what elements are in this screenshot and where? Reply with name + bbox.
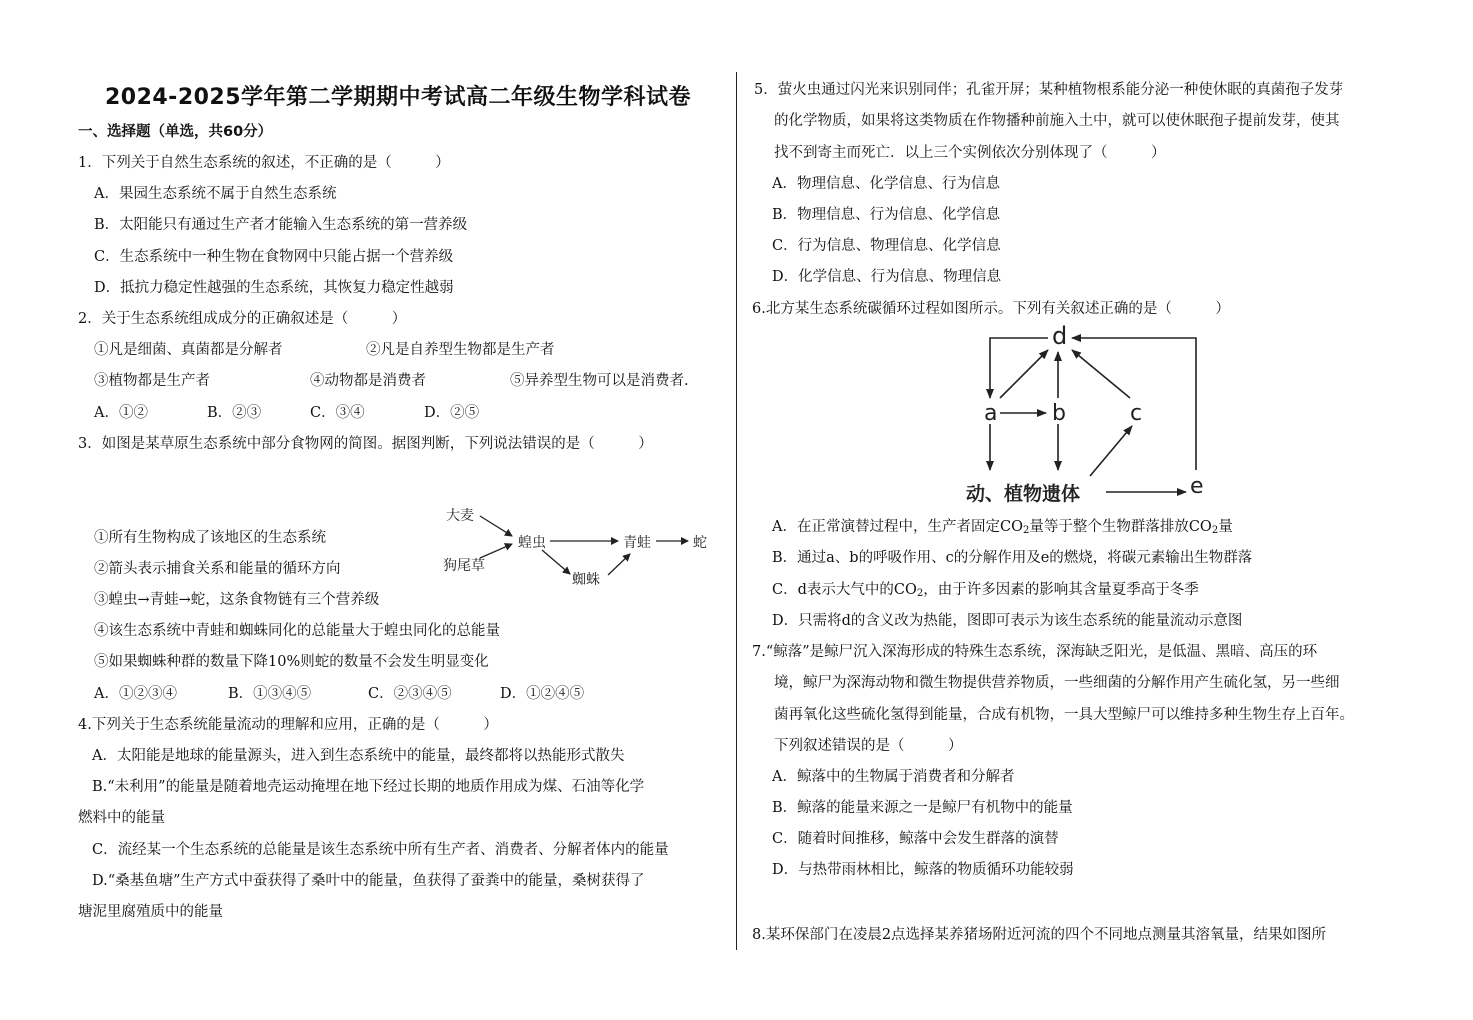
q2-statement-5: ⑤异养型生物可以是消费者. [510,373,689,389]
q4-option-c: C．流经某一个生态系统的总能量是该生态系统中所有生产者、消费者、分解者体内的能量 [92,842,669,858]
q1-stem: 1．下列关于自然生态系统的叙述，不正确的是（ ） [78,155,450,171]
q5-option-b: B．物理信息、行为信息、化学信息 [772,207,1001,223]
q7-line3: 菌再氧化这些硫化氢得到能量，合成有机物，一具大型鲸尸可以维持多种生物生存上百年。 [774,707,1354,723]
q6-stem: 6.北方某生态系统碳循环过程如图所示。下列有关叙述正确的是（ ） [752,301,1230,317]
q3-statement-1: ①所有生物构成了该地区的生态系统 [94,530,326,546]
q1-option-d: D．抵抗力稳定性越强的生态系统，其恢复力稳定性越弱 [94,280,454,296]
arrow-barley-locust [480,516,512,536]
carbon-cycle-diagram [960,320,1210,510]
column-divider [736,72,737,950]
q5-line1: 5．萤火虫通过闪光来识别同伴；孔雀开屏；某种植物根系能分泌一种使休眠的真菌孢子发芽 [754,82,1344,98]
food-web-locust: 蝗虫 [518,535,546,551]
q8-line1: 8.某环保部门在凌晨2点选择某养猪场附近河流的四个不同地点测量其溶氧量，结果如图所 [752,927,1327,943]
q2-statement-4: ④动物都是消费者 [310,373,426,389]
q2-statement-1: ①凡是细菌、真菌都是分解者 [94,342,283,358]
section-heading: 一、选择题（单选，共60分） [78,124,273,140]
q1-option-a: A．果园生态系统不属于自然生态系统 [94,186,337,202]
q3-option-d: D．①②④⑤ [500,686,585,702]
node-a: a [984,401,998,426]
food-web-snake: 蛇 [693,535,707,551]
q3-statement-2: ②箭头表示捕食关系和能量的循环方向 [94,561,341,577]
food-web-barley: 大麦 [446,508,474,524]
food-web-spider: 蜘蛛 [572,572,600,588]
food-web-diagram [438,500,714,592]
arrow-spider-frog [608,554,630,575]
arrow-foxtail-locust [480,544,512,558]
q7-option-a: A．鲸落中的生物属于消费者和分解者 [772,769,1015,785]
q1-option-b: B．太阳能只有通过生产者才能输入生态系统的第一营养级 [94,217,468,233]
q7-option-b: B．鲸落的能量来源之一是鲸尸有机物中的能量 [772,800,1073,816]
arrow-c-d [1072,350,1130,398]
q3-option-c: C．②③④⑤ [368,686,452,702]
node-e: e [1190,474,1204,499]
arrow-a-d [1000,350,1048,398]
q7-option-c: C．随着时间推移，鲸落中会发生群落的演替 [772,831,1059,847]
q4-option-b-line2: 燃料中的能量 [78,810,165,826]
q2-option-b: B．②③ [207,405,262,421]
q3-statement-3: ③蝗虫→青蛙→蛇，这条食物链有三个营养级 [94,592,380,608]
q6-option-b: B．通过a、b的呼吸作用、c的分解作用及e的燃烧，将碳元素输出生物群落 [772,550,1253,566]
q5-option-a: A．物理信息、化学信息、行为信息 [772,176,1000,192]
q3-statement-5: ⑤如果蜘蛛种群的数量下降10%则蛇的数量不会发生明显变化 [94,654,489,670]
node-b: b [1052,401,1066,426]
arrow-d-a [990,338,1048,398]
q6-option-d: D．只需将d的含义改为热能，图即可表示为该生态系统的能量流动示意图 [772,613,1243,629]
q2-option-c: C．③④ [310,405,365,421]
q3-stem: 3．如图是某草原生态系统中部分食物网的简图。据图判断，下列说法错误的是（ ） [78,436,653,452]
q4-option-d-line1: D.“桑基鱼塘”生产方式中蚕获得了桑叶中的能量，鱼获得了蚕粪中的能量，桑树获得了 [92,873,645,889]
q2-statement-2: ②凡是自养型生物都是生产者 [366,342,555,358]
q5-line3: 找不到寄主而死亡．以上三个实例依次分别体现了（ ） [774,145,1166,161]
q7-line1: 7.“鲸落”是鲸尸沉入深海形成的特殊生态系统，深海缺乏阳光，是低温、黑暗、高压的环 [752,644,1318,660]
q2-option-d: D．②⑤ [424,405,480,421]
q2-stem: 2．关于生态系统组成成分的正确叙述是（ ） [78,311,407,327]
q7-option-d: D．与热带雨林相比，鲸落的物质循环功能较弱 [772,862,1074,878]
q2-statement-3: ③植物都是生产者 [94,373,210,389]
q7-line2: 境，鲸尸为深海动物和微生物提供营养物质，一些细菌的分解作用产生硫化氢，另一些细 [774,675,1340,691]
q5-option-c: C．行为信息、物理信息、化学信息 [772,238,1001,254]
arrow-locust-spider [542,550,570,574]
node-c: c [1130,401,1143,426]
q4-stem: 4.下列关于生态系统能量流动的理解和应用，正确的是（ ） [78,717,498,733]
exam-title: 2024-2025学年第二学期期中考试高二年级生物学科试卷 [104,85,692,110]
food-web-foxtail: 狗尾草 [443,558,485,574]
q3-option-b: B．①③④⑤ [228,686,312,702]
q4-option-b-line1: B.“未利用”的能量是随着地壳运动掩埋在地下经过长期的地质作用成为煤、石油等化学 [92,779,645,795]
q6-option-a: A．在正常演替过程中，生产者固定$CO_2$量等于整个生物群落排放$CO_2$量 [772,519,1233,536]
food-web-frog: 青蛙 [623,535,651,551]
q5-option-d: D．化学信息、行为信息、物理信息 [772,269,1002,285]
q7-line4: 下列叙述错误的是（ ） [774,738,963,754]
q3-option-a: A．①②③④ [94,686,177,702]
q4-option-d-line2: 塘泥里腐殖质中的能量 [78,904,223,920]
q6-option-c: C．d表示大气中的$CO_2$，由于许多因素的影响其含量夏季高于冬季 [772,582,1199,599]
q5-line2: 的化学物质，如果将这类物质在作物播种前施入土中，就可以使休眠孢子提前发芽，使其 [774,113,1340,129]
q1-option-c: C．生态系统中一种生物在食物网中只能占据一个营养级 [94,249,454,265]
node-d: d [1052,322,1068,350]
q3-statement-4: ④该生态系统中青蛙和蜘蛛同化的总能量大于蝗虫同化的总能量 [94,623,500,639]
q4-option-a: A．太阳能是地球的能量源头，进入到生态系统中的能量，最终都将以热能形式散失 [92,748,625,764]
arrow-remains-c [1090,426,1132,476]
node-remains: 动、植物遗体 [966,483,1081,505]
q2-option-a: A．①② [94,405,148,421]
